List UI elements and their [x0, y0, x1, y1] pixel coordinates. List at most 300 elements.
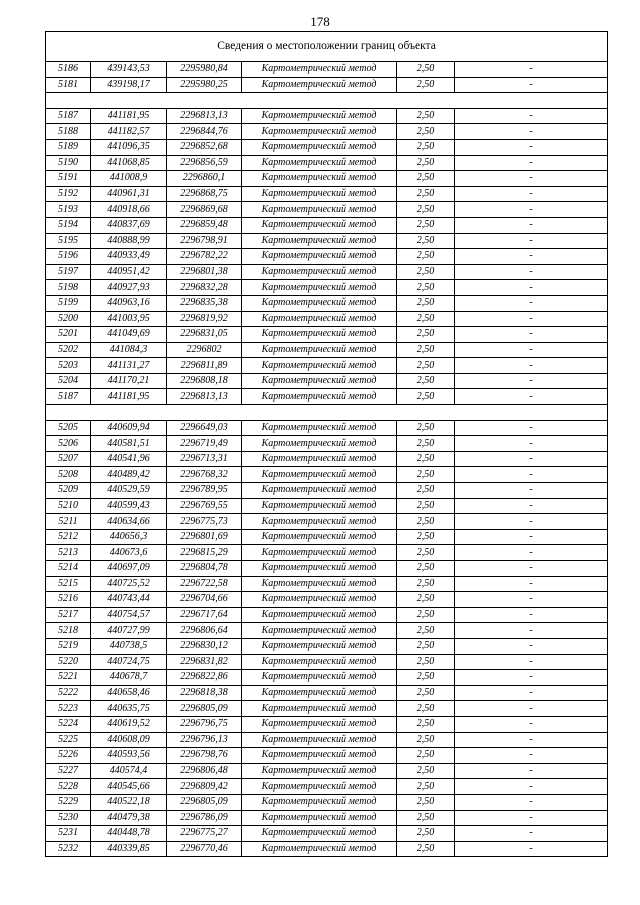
accuracy-cell: 2,50	[397, 155, 455, 171]
table-row	[46, 685, 608, 701]
method-cell: Картометрический метод	[242, 264, 397, 280]
method-cell: Картометрический метод	[242, 311, 397, 327]
coord-y-cell: 2296796,75	[167, 716, 242, 732]
coord-x-cell: 440658,46	[91, 685, 167, 701]
coord-x-cell: 440608,09	[91, 732, 167, 748]
accuracy-cell: 2,50	[397, 202, 455, 218]
coord-y-cell: 2296782,22	[167, 249, 242, 265]
coord-x-cell: 440339,85	[91, 841, 167, 857]
description-cell: -	[455, 826, 608, 842]
method-cell: Картометрический метод	[242, 810, 397, 826]
description-cell: -	[455, 264, 608, 280]
accuracy-cell: 2,50	[397, 654, 455, 670]
coord-x-cell: 440673,6	[91, 545, 167, 561]
table-row	[46, 810, 608, 826]
accuracy-cell: 2,50	[397, 249, 455, 265]
table-row	[46, 264, 608, 280]
description-cell: -	[455, 841, 608, 857]
table-row	[46, 186, 608, 202]
table-row	[46, 171, 608, 187]
coord-y-cell: 2296806,64	[167, 623, 242, 639]
description-cell: -	[455, 670, 608, 686]
accuracy-cell: 2,50	[397, 171, 455, 187]
table-row	[46, 794, 608, 810]
accuracy-cell: 2,50	[397, 576, 455, 592]
table-row	[46, 716, 608, 732]
accuracy-cell: 2,50	[397, 638, 455, 654]
coord-y-cell: 2296769,55	[167, 498, 242, 514]
accuracy-cell: 2,50	[397, 451, 455, 467]
table-row	[46, 545, 608, 561]
coord-x-cell: 440738,5	[91, 638, 167, 654]
point-number-cell: 5219	[46, 638, 91, 654]
method-cell: Картометрический метод	[242, 217, 397, 233]
method-cell: Картометрический метод	[242, 670, 397, 686]
coord-x-cell: 440927,93	[91, 280, 167, 296]
method-cell: Картометрический метод	[242, 373, 397, 389]
table-row	[46, 217, 608, 233]
description-cell: -	[455, 716, 608, 732]
point-number-cell: 5226	[46, 748, 91, 764]
accuracy-cell: 2,50	[397, 467, 455, 483]
accuracy-cell: 2,50	[397, 77, 455, 93]
method-cell: Картометрический метод	[242, 124, 397, 140]
separator-cell	[46, 93, 608, 109]
point-number-cell: 5195	[46, 233, 91, 249]
coord-x-cell: 440574,4	[91, 763, 167, 779]
table-row	[46, 202, 608, 218]
point-number-cell: 5204	[46, 373, 91, 389]
point-number-cell: 5190	[46, 155, 91, 171]
coord-y-cell: 2296768,32	[167, 467, 242, 483]
description-cell: -	[455, 467, 608, 483]
coord-x-cell: 440933,49	[91, 249, 167, 265]
point-number-cell: 5207	[46, 451, 91, 467]
method-cell: Картометрический метод	[242, 420, 397, 436]
table-row	[46, 249, 608, 265]
method-cell: Картометрический метод	[242, 358, 397, 374]
table-row	[46, 623, 608, 639]
coord-y-cell: 2296835,38	[167, 295, 242, 311]
accuracy-cell: 2,50	[397, 545, 455, 561]
coord-y-cell: 2296806,48	[167, 763, 242, 779]
description-cell: -	[455, 373, 608, 389]
table-row	[46, 124, 608, 140]
table-row	[46, 436, 608, 452]
description-cell: -	[455, 638, 608, 654]
table-row	[46, 77, 608, 93]
coord-y-cell: 2296852,68	[167, 139, 242, 155]
description-cell: -	[455, 155, 608, 171]
coord-y-cell: 2296831,05	[167, 327, 242, 343]
coord-y-cell: 2296868,75	[167, 186, 242, 202]
accuracy-cell: 2,50	[397, 389, 455, 405]
method-cell: Картометрический метод	[242, 685, 397, 701]
accuracy-cell: 2,50	[397, 748, 455, 764]
coord-x-cell: 440697,09	[91, 561, 167, 577]
coord-y-cell: 2296809,42	[167, 779, 242, 795]
coord-x-cell: 440599,43	[91, 498, 167, 514]
coord-x-cell: 440479,38	[91, 810, 167, 826]
point-number-cell: 5197	[46, 264, 91, 280]
point-number-cell: 5210	[46, 498, 91, 514]
coord-x-cell: 441008,9	[91, 171, 167, 187]
table-row	[46, 389, 608, 405]
coord-y-cell: 2296805,09	[167, 701, 242, 717]
description-cell: -	[455, 763, 608, 779]
point-number-cell: 5193	[46, 202, 91, 218]
coord-y-cell: 2296831,82	[167, 654, 242, 670]
point-number-cell: 5218	[46, 623, 91, 639]
coord-x-cell: 441181,95	[91, 108, 167, 124]
table-row	[46, 420, 608, 436]
page-number: 178	[310, 14, 330, 29]
coord-y-cell: 2296713,31	[167, 451, 242, 467]
coord-y-cell: 2296717,64	[167, 607, 242, 623]
method-cell: Картометрический метод	[242, 389, 397, 405]
description-cell: -	[455, 701, 608, 717]
coord-y-cell: 2296819,92	[167, 311, 242, 327]
method-cell: Картометрический метод	[242, 451, 397, 467]
table-row	[46, 373, 608, 389]
method-cell: Картометрический метод	[242, 623, 397, 639]
accuracy-cell: 2,50	[397, 436, 455, 452]
description-cell: -	[455, 545, 608, 561]
description-cell: -	[455, 108, 608, 124]
coord-x-cell: 440541,96	[91, 451, 167, 467]
table-row	[46, 732, 608, 748]
method-cell: Картометрический метод	[242, 233, 397, 249]
table-row	[46, 358, 608, 374]
description-cell: -	[455, 327, 608, 343]
description-cell: -	[455, 436, 608, 452]
point-number-cell: 5181	[46, 77, 91, 93]
method-cell: Картометрический метод	[242, 186, 397, 202]
coord-x-cell: 440529,59	[91, 483, 167, 499]
coord-y-cell: 2296722,58	[167, 576, 242, 592]
accuracy-cell: 2,50	[397, 701, 455, 717]
point-number-cell: 5202	[46, 342, 91, 358]
point-number-cell: 5196	[46, 249, 91, 265]
coord-x-cell: 440678,7	[91, 670, 167, 686]
point-number-cell: 5213	[46, 545, 91, 561]
accuracy-cell: 2,50	[397, 623, 455, 639]
table-body	[46, 32, 608, 857]
coord-y-cell: 2296818,38	[167, 685, 242, 701]
point-number-cell: 5217	[46, 607, 91, 623]
description-cell: -	[455, 779, 608, 795]
method-cell: Картометрический метод	[242, 732, 397, 748]
accuracy-cell: 2,50	[397, 763, 455, 779]
accuracy-cell: 2,50	[397, 483, 455, 499]
coord-y-cell: 2296775,27	[167, 826, 242, 842]
coord-x-cell: 440609,94	[91, 420, 167, 436]
accuracy-cell: 2,50	[397, 62, 455, 78]
description-cell: -	[455, 420, 608, 436]
coord-x-cell: 441181,95	[91, 389, 167, 405]
method-cell: Картометрический метод	[242, 545, 397, 561]
description-cell: -	[455, 139, 608, 155]
accuracy-cell: 2,50	[397, 327, 455, 343]
accuracy-cell: 2,50	[397, 779, 455, 795]
accuracy-cell: 2,50	[397, 139, 455, 155]
coord-y-cell: 2296798,76	[167, 748, 242, 764]
description-cell: -	[455, 561, 608, 577]
method-cell: Картометрический метод	[242, 327, 397, 343]
table-row	[46, 638, 608, 654]
accuracy-cell: 2,50	[397, 342, 455, 358]
coord-x-cell: 440545,66	[91, 779, 167, 795]
coord-y-cell: 2296770,46	[167, 841, 242, 857]
table-row	[46, 763, 608, 779]
point-number-cell: 5186	[46, 62, 91, 78]
coord-y-cell: 2296649,03	[167, 420, 242, 436]
coord-y-cell: 2296869,68	[167, 202, 242, 218]
point-number-cell: 5231	[46, 826, 91, 842]
point-number-cell: 5199	[46, 295, 91, 311]
accuracy-cell: 2,50	[397, 124, 455, 140]
accuracy-cell: 2,50	[397, 794, 455, 810]
coord-x-cell: 440489,42	[91, 467, 167, 483]
method-cell: Картометрический метод	[242, 779, 397, 795]
accuracy-cell: 2,50	[397, 670, 455, 686]
point-number-cell: 5220	[46, 654, 91, 670]
table-row	[46, 841, 608, 857]
method-cell: Картометрический метод	[242, 342, 397, 358]
point-number-cell: 5203	[46, 358, 91, 374]
description-cell: -	[455, 202, 608, 218]
table-row	[46, 779, 608, 795]
accuracy-cell: 2,50	[397, 217, 455, 233]
method-cell: Картометрический метод	[242, 202, 397, 218]
method-cell: Картометрический метод	[242, 108, 397, 124]
contour-separator-row	[46, 405, 608, 421]
method-cell: Картометрический метод	[242, 77, 397, 93]
point-number-cell: 5200	[46, 311, 91, 327]
method-cell: Картометрический метод	[242, 654, 397, 670]
method-cell: Картометрический метод	[242, 701, 397, 717]
accuracy-cell: 2,50	[397, 280, 455, 296]
table-title-row	[46, 32, 608, 62]
method-cell: Картометрический метод	[242, 483, 397, 499]
coord-y-cell: 2296808,18	[167, 373, 242, 389]
point-number-cell: 5208	[46, 467, 91, 483]
accuracy-cell: 2,50	[397, 311, 455, 327]
point-number-cell: 5221	[46, 670, 91, 686]
coord-y-cell: 2296815,29	[167, 545, 242, 561]
coord-y-cell: 2296802	[167, 342, 242, 358]
coord-x-cell: 441182,57	[91, 124, 167, 140]
coord-x-cell: 440725,52	[91, 576, 167, 592]
method-cell: Картометрический метод	[242, 529, 397, 545]
point-number-cell: 5222	[46, 685, 91, 701]
coord-x-cell: 440522,18	[91, 794, 167, 810]
point-number-cell: 5188	[46, 124, 91, 140]
description-cell: -	[455, 529, 608, 545]
table-row	[46, 280, 608, 296]
description-cell: -	[455, 654, 608, 670]
description-cell: -	[455, 748, 608, 764]
description-cell: -	[455, 483, 608, 499]
table-row	[46, 607, 608, 623]
table-row	[46, 748, 608, 764]
table-row	[46, 561, 608, 577]
coord-y-cell: 2296859,48	[167, 217, 242, 233]
point-number-cell: 5225	[46, 732, 91, 748]
table-row	[46, 233, 608, 249]
table-row	[46, 701, 608, 717]
description-cell: -	[455, 217, 608, 233]
method-cell: Картометрический метод	[242, 498, 397, 514]
description-cell: -	[455, 342, 608, 358]
method-cell: Картометрический метод	[242, 716, 397, 732]
point-number-cell: 5227	[46, 763, 91, 779]
table-row	[46, 592, 608, 608]
description-cell: -	[455, 171, 608, 187]
coord-y-cell: 2296786,09	[167, 810, 242, 826]
point-number-cell: 5198	[46, 280, 91, 296]
point-number-cell: 5232	[46, 841, 91, 857]
coord-y-cell: 2295980,25	[167, 77, 242, 93]
coord-y-cell: 2296805,09	[167, 794, 242, 810]
description-cell: -	[455, 311, 608, 327]
table-row	[46, 295, 608, 311]
description-cell: -	[455, 233, 608, 249]
coord-x-cell: 440918,66	[91, 202, 167, 218]
coord-x-cell: 440724,75	[91, 654, 167, 670]
accuracy-cell: 2,50	[397, 732, 455, 748]
description-cell: -	[455, 685, 608, 701]
description-cell: -	[455, 794, 608, 810]
description-cell: -	[455, 607, 608, 623]
coord-x-cell: 440963,16	[91, 295, 167, 311]
accuracy-cell: 2,50	[397, 233, 455, 249]
coord-y-cell: 2296801,69	[167, 529, 242, 545]
table-row	[46, 108, 608, 124]
table-row	[46, 311, 608, 327]
method-cell: Картометрический метод	[242, 841, 397, 857]
point-number-cell: 5187	[46, 108, 91, 124]
description-cell: -	[455, 186, 608, 202]
coord-y-cell: 2296844,76	[167, 124, 242, 140]
accuracy-cell: 2,50	[397, 295, 455, 311]
table-row	[46, 654, 608, 670]
accuracy-cell: 2,50	[397, 498, 455, 514]
description-cell: -	[455, 732, 608, 748]
method-cell: Картометрический метод	[242, 794, 397, 810]
coord-y-cell: 2296798,91	[167, 233, 242, 249]
point-number-cell: 5201	[46, 327, 91, 343]
point-number-cell: 5206	[46, 436, 91, 452]
description-cell: -	[455, 62, 608, 78]
method-cell: Картометрический метод	[242, 592, 397, 608]
point-number-cell: 5191	[46, 171, 91, 187]
table-row	[46, 327, 608, 343]
coord-y-cell: 2296822,86	[167, 670, 242, 686]
coord-x-cell: 440951,42	[91, 264, 167, 280]
coord-x-cell: 441003,95	[91, 311, 167, 327]
accuracy-cell: 2,50	[397, 420, 455, 436]
method-cell: Картометрический метод	[242, 607, 397, 623]
coord-y-cell: 2296804,78	[167, 561, 242, 577]
coord-x-cell: 441096,35	[91, 139, 167, 155]
point-number-cell: 5187	[46, 389, 91, 405]
table-row	[46, 342, 608, 358]
table-title: Сведения о местоположении границ объекта	[46, 32, 608, 62]
description-cell: -	[455, 249, 608, 265]
coord-x-cell: 440754,57	[91, 607, 167, 623]
point-number-cell: 5192	[46, 186, 91, 202]
method-cell: Картометрический метод	[242, 139, 397, 155]
coord-y-cell: 2296860,1	[167, 171, 242, 187]
coord-x-cell: 440635,75	[91, 701, 167, 717]
coord-x-cell: 441170,21	[91, 373, 167, 389]
method-cell: Картометрический метод	[242, 155, 397, 171]
point-number-cell: 5205	[46, 420, 91, 436]
description-cell: -	[455, 451, 608, 467]
coord-y-cell: 2296775,73	[167, 514, 242, 530]
coord-y-cell: 2296813,13	[167, 389, 242, 405]
coord-x-cell: 439198,17	[91, 77, 167, 93]
accuracy-cell: 2,50	[397, 685, 455, 701]
coord-x-cell: 440448,78	[91, 826, 167, 842]
table-row	[46, 155, 608, 171]
coord-x-cell: 440593,56	[91, 748, 167, 764]
coord-x-cell: 440837,69	[91, 217, 167, 233]
coord-x-cell: 441084,3	[91, 342, 167, 358]
method-cell: Картометрический метод	[242, 280, 397, 296]
accuracy-cell: 2,50	[397, 841, 455, 857]
coord-y-cell: 2296801,38	[167, 264, 242, 280]
point-number-cell: 5229	[46, 794, 91, 810]
coord-y-cell: 2296856,59	[167, 155, 242, 171]
point-number-cell: 5228	[46, 779, 91, 795]
table-row	[46, 139, 608, 155]
coord-y-cell: 2295980,84	[167, 62, 242, 78]
description-cell: -	[455, 295, 608, 311]
accuracy-cell: 2,50	[397, 373, 455, 389]
description-cell: -	[455, 592, 608, 608]
accuracy-cell: 2,50	[397, 810, 455, 826]
coord-x-cell: 440619,52	[91, 716, 167, 732]
description-cell: -	[455, 124, 608, 140]
method-cell: Картометрический метод	[242, 763, 397, 779]
accuracy-cell: 2,50	[397, 716, 455, 732]
table-row	[46, 467, 608, 483]
point-number-cell: 5216	[46, 592, 91, 608]
method-cell: Картометрический метод	[242, 249, 397, 265]
accuracy-cell: 2,50	[397, 358, 455, 374]
description-cell: -	[455, 498, 608, 514]
description-cell: -	[455, 77, 608, 93]
point-number-cell: 5224	[46, 716, 91, 732]
accuracy-cell: 2,50	[397, 186, 455, 202]
table-row	[46, 670, 608, 686]
table-row	[46, 483, 608, 499]
coord-y-cell: 2296704,66	[167, 592, 242, 608]
point-number-cell: 5189	[46, 139, 91, 155]
coord-x-cell: 440888,99	[91, 233, 167, 249]
description-cell: -	[455, 358, 608, 374]
point-number-cell: 5230	[46, 810, 91, 826]
coord-y-cell: 2296789,95	[167, 483, 242, 499]
point-number-cell: 5214	[46, 561, 91, 577]
coord-x-cell: 440634,66	[91, 514, 167, 530]
point-number-cell: 5223	[46, 701, 91, 717]
coord-y-cell: 2296719,49	[167, 436, 242, 452]
point-number-cell: 5194	[46, 217, 91, 233]
coord-x-cell: 440743,44	[91, 592, 167, 608]
